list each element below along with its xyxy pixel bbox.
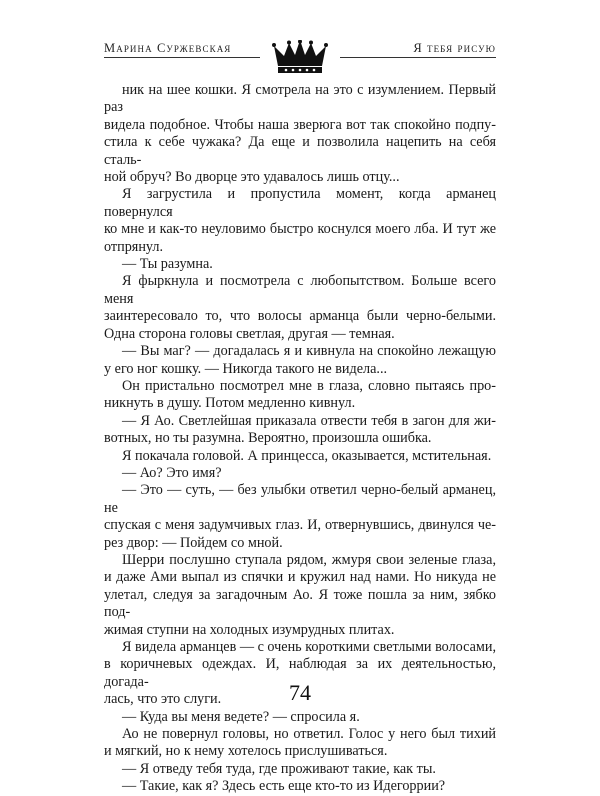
text-line: рез двор: — Пойдем со мной. — [104, 534, 283, 551]
text-line: вотных, но ты разумна. Вероятно, произошла ошибка. — [104, 430, 432, 447]
text-line: — Вы маг? — догадалась я и кивнула на спокойно лежащую — [122, 343, 496, 360]
text-line: видела подобное. Чтобы наша зверюга вот так спокойно подпу- — [104, 116, 496, 133]
text-line: жимая ступни на холодных изумрудных плитах. — [104, 621, 395, 638]
header-book-title: Я тебя рисую — [413, 41, 496, 55]
text-line: — Такие, как я? Здесь есть еще кто-то из Идегоррии? — [122, 778, 446, 795]
text-line: — Я отведу тебя туда, где проживают такие, как ты. — [122, 760, 436, 777]
paragraph — [104, 552, 496, 639]
header-author: Марина Суржевская — [104, 41, 232, 55]
text-line: Он пристально посмотрел мне в глаза, словно пытаясь про- — [122, 377, 496, 394]
running-header — [104, 40, 496, 80]
text-line: никнуть в душу. Потом медленно кивнул. — [104, 395, 356, 412]
text-line: Одна сторона головы светлая, другая — темная. — [104, 325, 395, 342]
paragraph — [104, 465, 496, 482]
paragraph — [104, 413, 496, 448]
paragraph — [104, 482, 496, 552]
paragraph — [104, 82, 496, 186]
text-line: у его ног кошку. — Никогда такого не видела... — [104, 360, 388, 377]
text-line: заинтересовало то, что волосы арманца были черно-белыми. — [104, 308, 496, 325]
text-line: улетал, следуя за загадочным Ао. Я тоже пошла за ним, зябко под- — [104, 586, 496, 621]
text-line: и мягкий, но к нему хотелось прислушиваться. — [104, 743, 388, 760]
paragraph — [104, 448, 496, 465]
text-line: стила к себе чужака? Да еще и позволила нацепить на себя сталь- — [104, 134, 496, 168]
text-line: ной обруч? Во дворце это удавалось лишь отцу... — [104, 169, 400, 186]
crown-icon — [272, 40, 328, 74]
text-line: Я загрустила и пропустила момент, когда арманец повернулся — [104, 186, 496, 220]
text-line: Я фыркнула и посмотрела с любопытством. Больше всего меня — [104, 273, 496, 307]
paragraph — [104, 778, 496, 795]
text-line: — Это — суть, — без улыбки ответил черно-белый арманец, не — [104, 482, 496, 516]
text-line: Шерри послушно ступала рядом, жмуря свои зеленые глаза, — [122, 551, 496, 568]
text-line: — Ты разумна. — [122, 256, 213, 273]
text-line: — Я Ао. Светлейшая приказала отвести тебя в загон для жи- — [122, 412, 496, 429]
text-line: Я видела арманцев — с очень короткими светлыми волосами, — [122, 639, 496, 655]
text-line: ник на шее кошки. Я смотрела на это с изумлением. Первый раз — [104, 82, 496, 116]
paragraph — [104, 709, 496, 726]
paragraph — [104, 761, 496, 778]
text-line: лась, что это слуги. — [104, 691, 222, 708]
paragraph — [104, 343, 496, 378]
paragraph — [104, 186, 496, 256]
text-line: в коричневых одеждах. И, наблюдая за их деятельностью, догада- — [104, 656, 496, 690]
text-line: — Куда вы меня ведете? — спросила я. — [122, 708, 360, 725]
paragraph — [104, 273, 496, 343]
text-line: и даже Ами выпал из спячки и кружил над нами. Но никуда не — [104, 569, 496, 586]
text-line: ко мне и как-то неуловимо быстро коснулся моего лба. И тут же — [104, 221, 496, 238]
paragraph — [104, 256, 496, 273]
text-line: Я покачала головой. А принцесса, оказывается, мстительная. — [122, 447, 492, 464]
text-line: — Ао? Это имя? — [122, 464, 222, 481]
text-line: спуская с меня задумчивых глаз. И, отвернувшись, двинулся че- — [104, 517, 496, 534]
paragraph — [104, 378, 496, 413]
paragraph — [104, 726, 496, 761]
text-line: отпрянул. — [104, 238, 164, 255]
page-number: 74 — [289, 680, 311, 705]
text-line: Ао не повернул головы, но ответил. Голос у него был тихий — [122, 726, 496, 743]
